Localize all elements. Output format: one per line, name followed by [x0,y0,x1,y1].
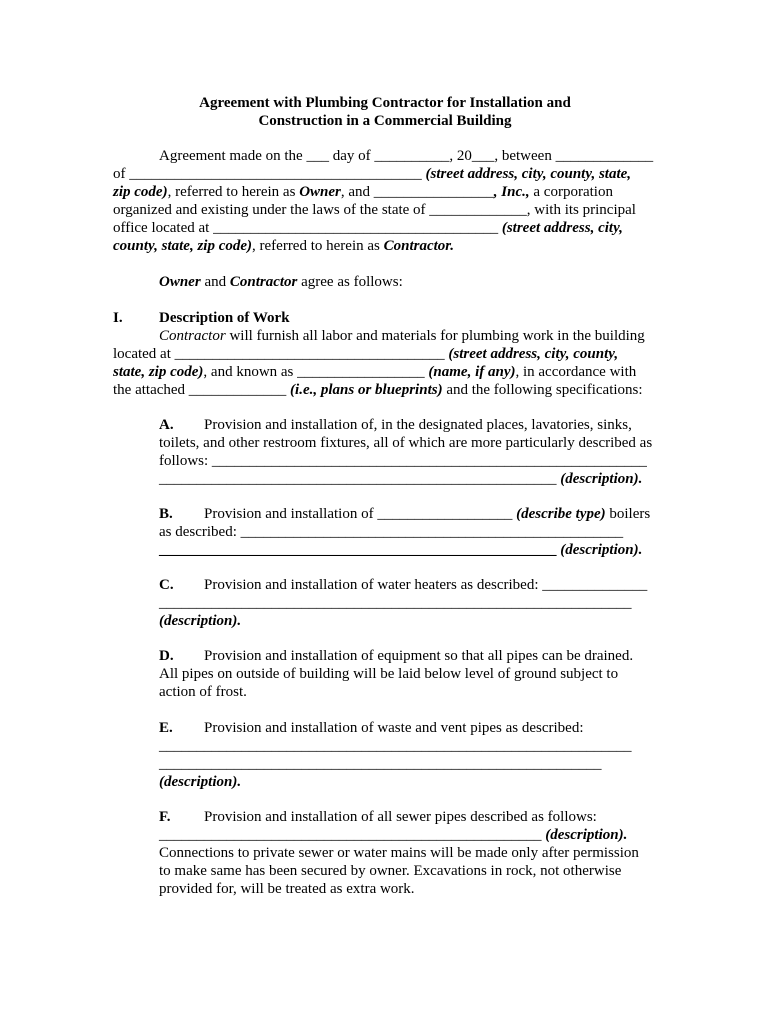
intro-line-4: organized and existing under the laws of the state of _____________, with its principal [113,202,636,218]
section-1-paragraph [113,327,653,399]
intro-line-1: Agreement made on the ___ day of __________, 20___, between _____________ [159,148,654,164]
intro-line-2: of _______________________________________ (street address, city, county, state, [113,166,632,182]
section-1-line-3: state, zip code), and known as _________________ (name, if any), in accordance with [113,364,637,380]
item-a-text: Provision and installation of, in the designated places, lavatories, sinks, [204,417,632,433]
intro-line-3: zip code), referred to herein as Owner, and ________________, Inc., a corporation [113,184,613,200]
intro-line-5: office located at ______________________________________ (street address, city, [113,220,623,236]
item-f: F. Provision and installation of all sewer pipes described as follows: ___________________________________________________ (description). Connections to private sewer or water mains will be made only after permission to make same has been secured by owner. Excavations in rock, not otherwise provided for, will be treated as extra work. [159,809,639,897]
section-number: I. [113,310,123,326]
item-c: C. Provision and installation of water heaters as described: ______________ _______________________________________________________________ (description). [159,577,648,629]
section-1-line-1: Contractor will furnish all labor and materials for plumbing work in the building [159,328,645,344]
item-a: A. Provision and installation of, in the designated places, lavatories, sinks, toilets, and other restroom fixtures, all of which are more particularly described as follows: __________________________________________________________ _____________________________________________________ (description). [159,417,653,487]
document-title-line-2: Construction in a Commercial Building [258,113,512,129]
intro-paragraph [113,147,658,255]
section-1-line-4: the attached _____________ (i.e., plans or blueprints) and the following specifications: [113,382,643,398]
item-c-letter: C. [159,577,174,593]
document-title-line-1: Agreement with Plumbing Contractor for Installation and [199,95,571,111]
section-1-line-2: located at ____________________________________ (street address, city, county, [113,346,619,362]
item-e: E. Provision and installation of waste and vent pipes as described: _______________________________________________________________ ___________________________________________________________ (description). [159,720,632,790]
item-b-letter: B. [159,506,173,522]
section-heading: Description of Work [159,310,290,326]
item-a-letter: A. [159,417,174,433]
item-e-letter: E. [159,720,173,736]
item-b: B. Provision and installation of __________________ (describe type) boilers as described: ___________________________________________________ _____________________________________________________ (description). [159,506,651,558]
item-f-letter: F. [159,809,171,825]
intro-line-6: county, state, zip code), referred to herein as Contractor. [113,238,455,254]
agreement-statement: Owner and Contractor agree as follows: [159,274,403,290]
item-d: D. Provision and installation of equipment so that all pipes can be drained. All pipes on outside of building will be laid below level of ground subject to action of frost. [159,648,634,700]
item-d-letter: D. [159,648,174,664]
